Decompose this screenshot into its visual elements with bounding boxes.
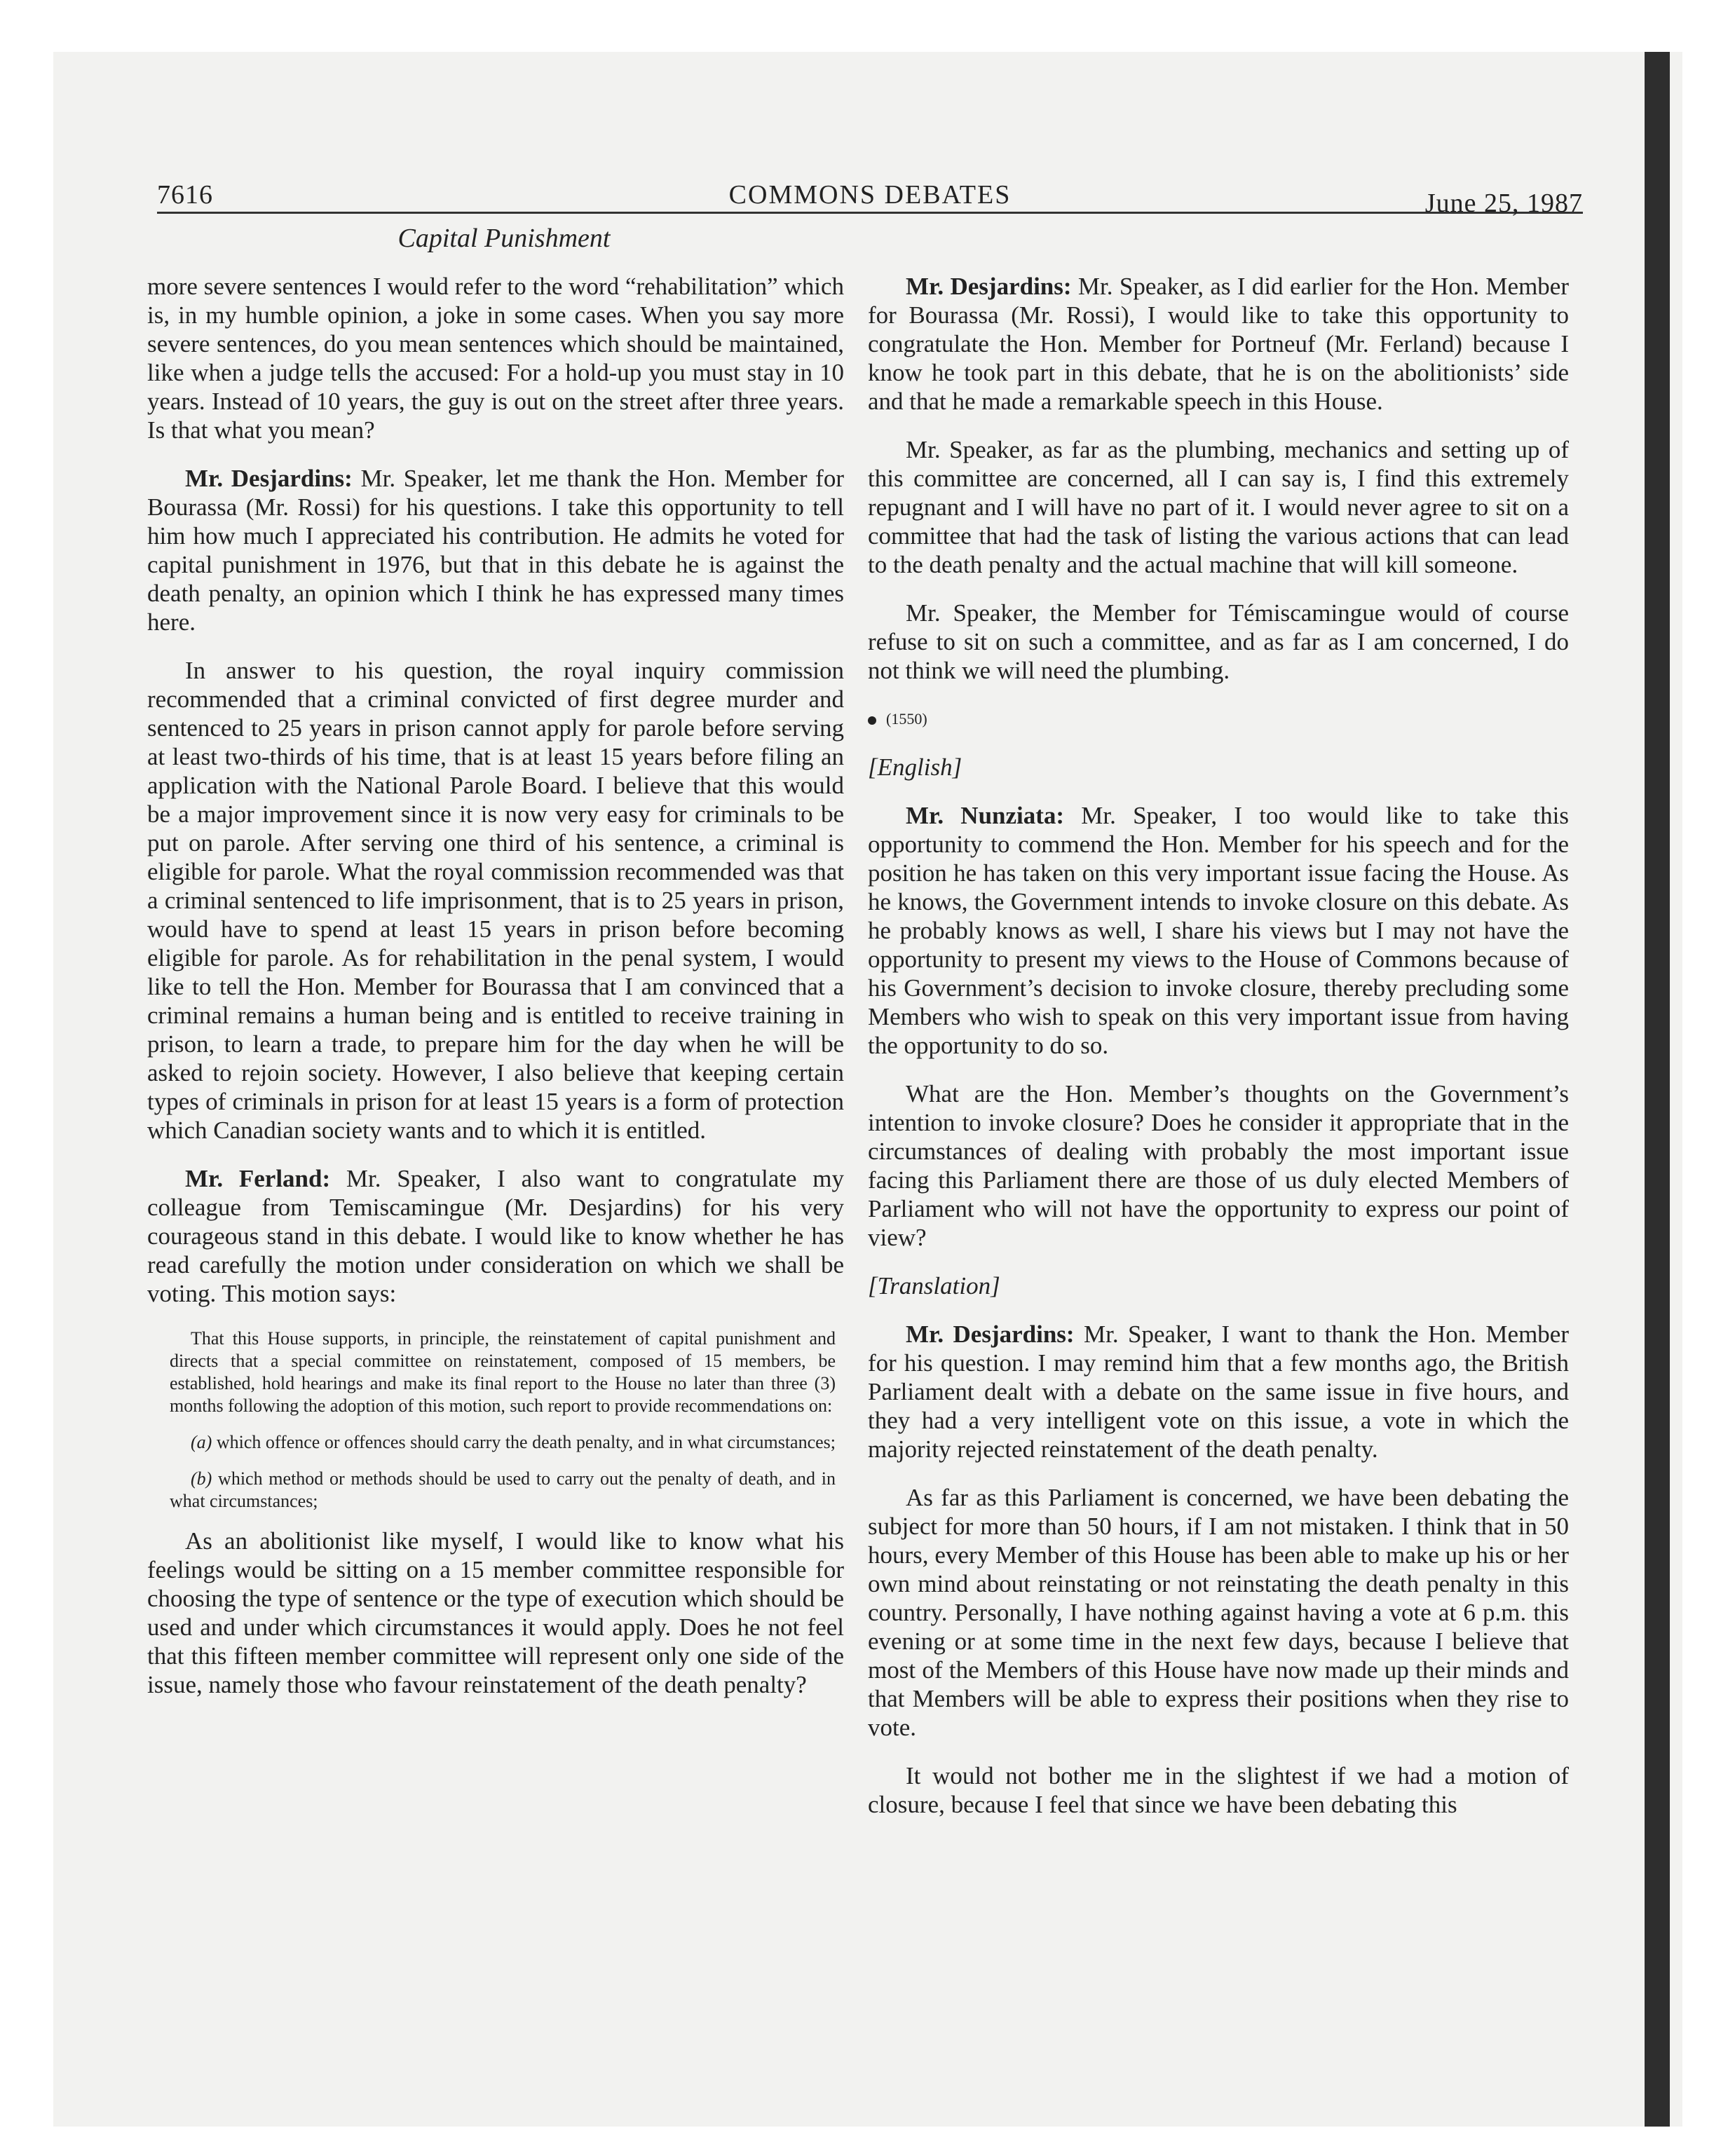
paragraph: Mr. Speaker, the Member for Témiscamingue would of course refuse to sit on such a committee, and as far as I am concerned, I do not think we will need the plumbing. <box>868 599 1569 684</box>
motion-quote: That this House supports, in principle, the reinstatement of capital punishment and directs that a special committee on reinstatement, composed of 15 members, be established, hold hearings and make its final report to the House no later than three (3) months following the adoption of this motion, such report to provide recommendations on: <box>170 1328 836 1416</box>
speech-paragraph <box>868 801 1569 1060</box>
page-header <box>157 177 1583 218</box>
left-column <box>147 272 844 1719</box>
bullet-icon <box>868 716 876 725</box>
clause-label: (b) <box>191 1468 212 1489</box>
speech-text: Mr. Speaker, let me thank the Hon. Member for Bourassa (Mr. Rossi) for his questions. I take this opportunity to tell him how much I appreciated his contribution. He admits he voted for capital punishment in 1976, but that in this debate he is against the death penalty, an opinion which I think he has expressed many times here. <box>147 465 844 636</box>
right-column <box>868 272 1569 1838</box>
clause-label: (a) <box>191 1432 212 1452</box>
scan-edge-bar <box>1645 52 1670 2127</box>
paragraph: As far as this Parliament is concerned, we have been debating the subject for more than 50 hours, if I am not mistaken. I think that in 50 hours, every Member of this House has been able to make up his or her own mind about reinstating or not reinstating the death penalty in this country. Personally, I have nothing against having a vote at 6 p.m. this evening or at some time in the next few days, because I believe that most of the Members of this House have now made up their minds and that Members will be able to express their positions when they rise to vote. <box>868 1484 1569 1741</box>
time-marker-text: (1550) <box>886 710 927 728</box>
clause-text: which method or methods should be used to carry out the penalty of death, and in what circumstances; <box>170 1468 836 1511</box>
paragraph: In answer to his question, the royal inquiry commission recommended that a criminal convicted of first degree murder and sentenced to 25 years in prison cannot apply for parole before serving at least two-thirds of his time, that is at least 15 years before filing an application with the National Parole Board. I believe that this would be a major improvement since it is now very easy for criminals to be put on parole. After serving one third of his sentence, a criminal is eligible for parole. What the royal commission recommended was that a criminal sentenced to life imprisonment, that is to 25 years in prison, would have to spend at least 15 years in prison before becoming eligible for parole. As for rehabilitation in the penal system, I would like to tell the Hon. Member for Bourassa that I am convinced that a criminal remains a human being and is entitled to receive training in prison, to learn a trade, to prepare him for the day when he will be asked to rejoin society. However, I also believe that keeping certain types of criminals in prison for at least 15 years is a form of protection which Canadian society wants and to which it is entitled. <box>147 657 844 1144</box>
publication-title: COMMONS DEBATES <box>728 180 1012 210</box>
speaker-name: Mr. Desjardins: <box>906 273 1072 300</box>
time-marker <box>868 704 1569 733</box>
speech-text: Mr. Speaker, I also want to congratulate my colleague from Temiscamingue (Mr. Desjardins) for his very courageous stand in this debate. I would like to know whether he has read carefully the motion under consideration on which we shall be voting. This motion says: <box>147 1165 844 1307</box>
speaker-name: Mr. Desjardins: <box>906 1321 1075 1348</box>
speech-paragraph <box>147 1164 844 1308</box>
publication-date: June 25, 1987 <box>1424 189 1583 218</box>
speaker-name: Mr. Desjardins: <box>185 465 353 492</box>
paragraph: It would not bother me in the slightest if we had a motion of closure, because I feel that since we have been debating this <box>868 1762 1569 1818</box>
section-subtitle: Capital Punishment <box>397 224 611 253</box>
speaker-name: Mr. Nunziata: <box>906 802 1065 829</box>
paragraph: more severe sentences I would refer to the word “rehabilitation” which is, in my humble opinion, a joke in some cases. When you say more severe sentences, do you mean sentences which should be maintained, like when a judge tells the accused: For a hold-up you must stay in 10 years. Instead of 10 years, the guy is out on the street after three years. Is that what you mean? <box>147 273 844 444</box>
paragraph: As an abolitionist like myself, I would like to know what his feelings would be sitting on a 15 member committee responsible for choosing the type of sentence or the type of execution which should be used and under which circumstances it would apply. Does he not feel that this fifteen member committee will represent only one side of the issue, namely those who favour reinstatement of the death penalty? <box>147 1527 844 1698</box>
speech-paragraph <box>868 1320 1569 1464</box>
page-number: 7616 <box>157 180 213 210</box>
paragraph: What are the Hon. Member’s thoughts on the Government’s intention to invoke closure? Does he consider it appropriate that in the circumstances of dealing with probably the most important issue facing this Parliament there are those of us duly elected Members of Parliament who will not have the opportunity to express our point of view? <box>868 1080 1569 1251</box>
speech-text: Mr. Speaker, I want to thank the Hon. Member for his question. I may remind him that a few months ago, the British Parliament dealt with a debate on the same issue in five hours, and they had a very intelligent vote on this issue, a vote in which the majority rejected reinstatement of the death penalty. <box>868 1321 1569 1463</box>
speech-paragraph <box>147 464 844 636</box>
speaker-name: Mr. Ferland: <box>185 1165 331 1192</box>
motion-clause-a <box>147 1431 844 1454</box>
speech-text: Mr. Speaker, as I did earlier for the Hon. Member for Bourassa (Mr. Rossi), I would like to take this opportunity to congratulate the Hon. Member for Portneuf (Mr. Ferland) because I know he took part in this debate, that he is on the abolitionists’ side and that he made a remarkable speech in this House. <box>868 273 1569 415</box>
clause-text: which offence or offences should carry the death penalty, and in what circumstances; <box>216 1432 836 1452</box>
language-marker: [Translation] <box>868 1272 1000 1299</box>
motion-clause-b <box>147 1468 844 1513</box>
paragraph: Mr. Speaker, as far as the plumbing, mechanics and setting up of this committee are concerned, all I can say is, I find this extremely repugnant and I will have no part of it. I would never agree to sit on a committee that had the task of listing the various actions that can lead to the death penalty and the actual machine that will kill someone. <box>868 436 1569 578</box>
language-marker: [English] <box>868 753 962 781</box>
speech-paragraph <box>868 272 1569 416</box>
speech-text: Mr. Speaker, I too would like to take this opportunity to commend the Hon. Member for his speech and for the position he has taken on this very important issue facing the House. As he knows, the Government intends to invoke closure on this debate. As he probably knows as well, I share his views but I may not have the opportunity to present my views to the House of Commons because of his Government’s decision to invoke closure, thereby precluding some Members who wish to speak on this very important issue from having the opportunity to do so. <box>868 802 1570 1059</box>
